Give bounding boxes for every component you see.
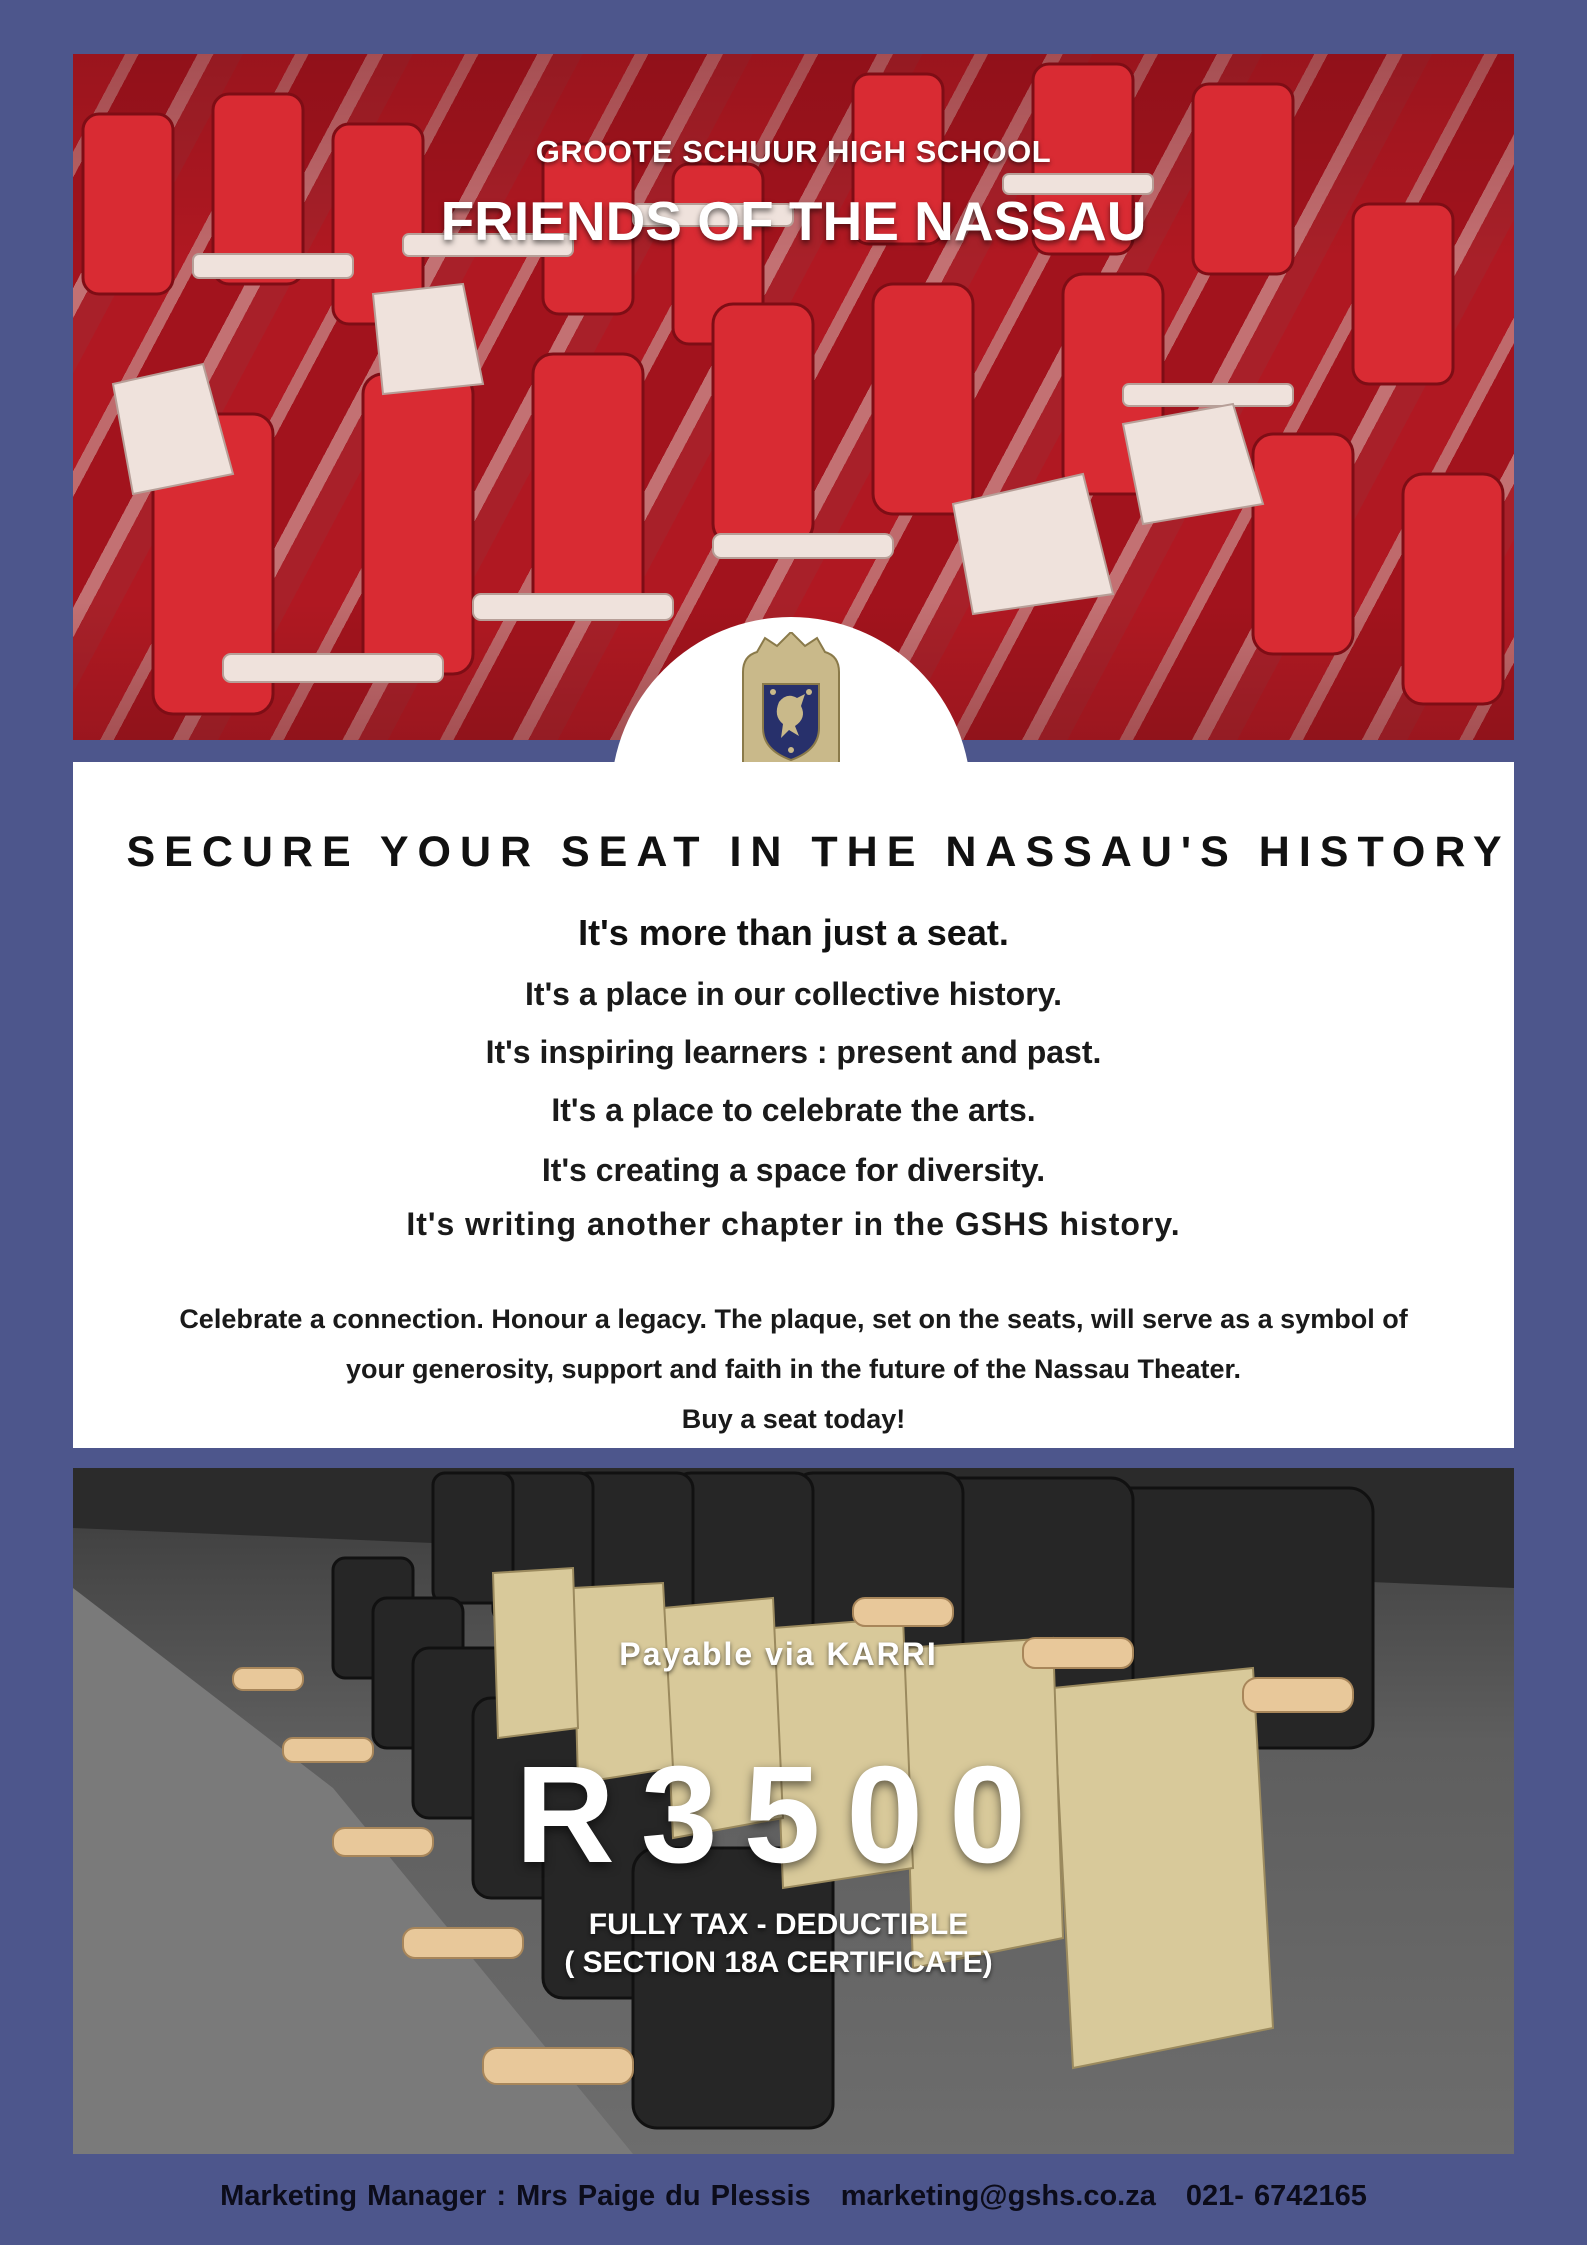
message-line: It's a place to celebrate the arts. <box>551 1092 1036 1128</box>
seat-price: R3500 <box>515 1738 1052 1892</box>
contact-email[interactable]: marketing@gshs.co.za <box>840 2180 1156 2212</box>
school-crest-icon <box>735 632 847 774</box>
lead-line: It's more than just a seat. <box>578 912 1009 953</box>
headline: SECURE YOUR SEAT IN THE NASSAU'S HISTORY <box>126 828 1511 876</box>
call-to-action: Buy a seat today! <box>681 1404 906 1434</box>
tax-certificate-note: ( SECTION 18A CERTIFICATE) <box>564 1946 993 1979</box>
paragraph-line: your generosity, support and faith in the future of the Nassau Theater. <box>345 1354 1242 1384</box>
page-title: FRIENDS OF THE NASSAU <box>440 190 1147 252</box>
message-panel <box>73 762 1514 1448</box>
paragraph-line: Celebrate a connection. Honour a legacy. The plaque, set on the seats, will serve as a symbol of <box>179 1304 1408 1334</box>
message-line: It's inspiring learners : present and past. <box>485 1034 1102 1070</box>
contact-phone[interactable]: 021- 6742165 <box>1185 2180 1367 2212</box>
footer-contact <box>0 2180 1587 2213</box>
school-name: GROOTE SCHUUR HIGH SCHOOL <box>535 134 1052 169</box>
payment-method: Payable via KARRI <box>619 1636 938 1672</box>
message-line: It's a place in our collective history. <box>525 976 1062 1012</box>
tax-note: FULLY TAX - DEDUCTIBLE <box>588 1908 969 1941</box>
contact-name: Marketing Manager : Mrs Paige du Plessis <box>220 2180 811 2212</box>
bottom-seats-photo <box>73 1468 1514 2154</box>
message-line: It's writing another chapter in the GSHS history. <box>406 1206 1181 1242</box>
message-line: It's creating a space for diversity. <box>541 1152 1046 1188</box>
